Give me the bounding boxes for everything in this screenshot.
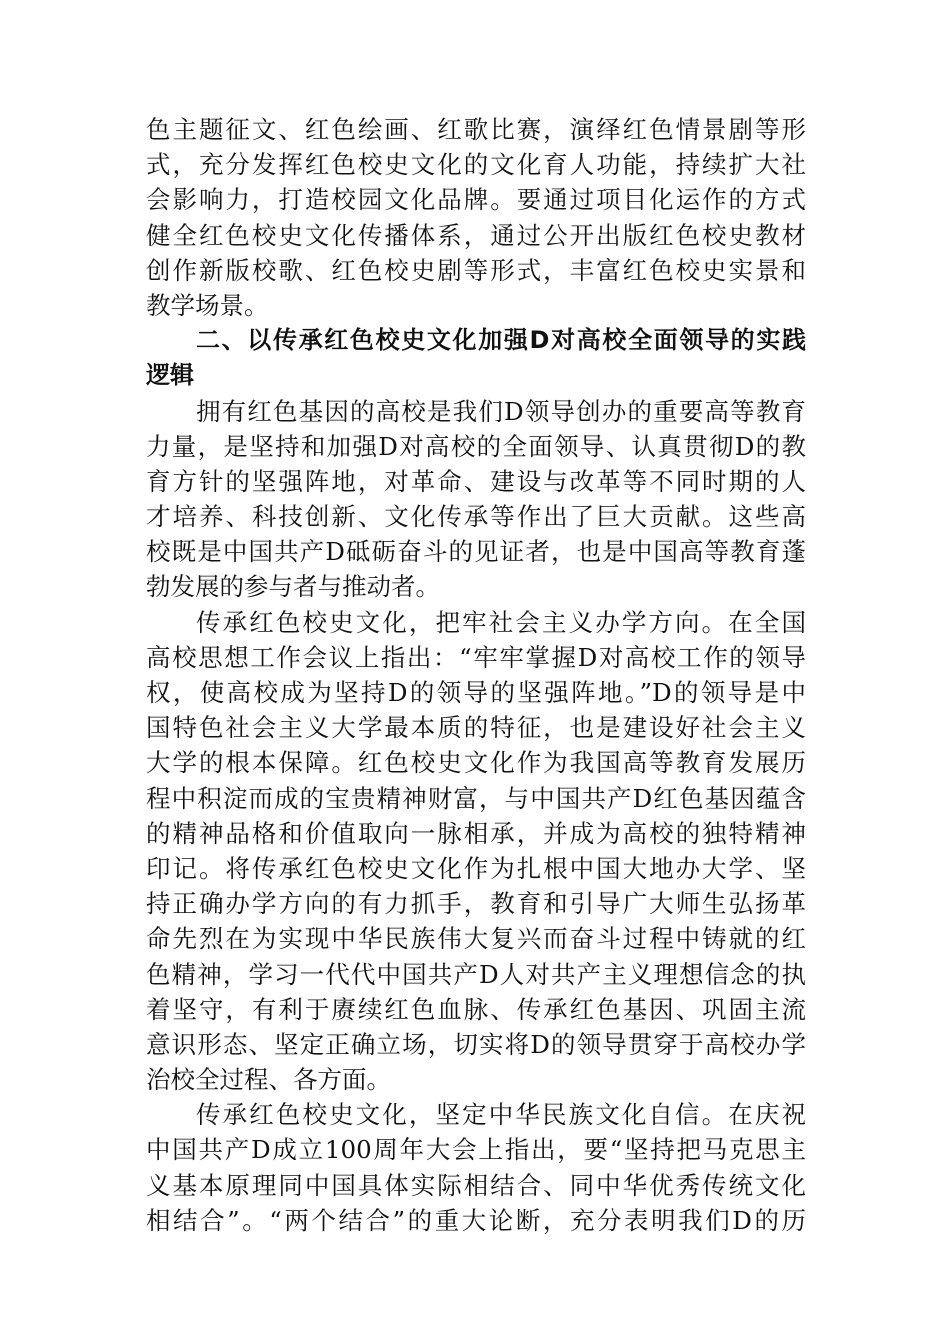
text-line: 色主题征文、红色绘画、红歌比赛，演绎红色情景剧等形 [146, 115, 806, 144]
text-line: 大学的根本保障。红色校史文化作为我国高等教育发展历 [146, 748, 806, 778]
paragraph [146, 112, 806, 323]
text-line: 治校全过程、各方面。 [146, 1065, 391, 1095]
section-heading [146, 323, 806, 393]
text-line: 的精神品格和价值取向一脉相承，并成为高校的独特精神 [146, 818, 806, 848]
paragraph [146, 394, 806, 605]
text-line: 意识形态、坚定正确立场，切实将D的领导贯穿于高校办学 [146, 1029, 806, 1059]
text-line: 校既是中国共产D砥砺奋斗的见证者，也是中国高等教育蓬 [146, 537, 806, 567]
text-line: 印记。将传承红色校史文化作为扎根中国大地办大学、坚 [146, 853, 806, 883]
text-line: 权，使高校成为坚持D的领导的坚强阵地。”D的领导是中 [146, 678, 806, 707]
text-line: 勃发展的参与者与推动者。 [146, 572, 440, 602]
text-line: 会影响力，打造校园文化品牌。要通过项目化运作的方式 [146, 185, 806, 215]
text-line: 中国共产D成立100周年大会上指出，要“坚持把马克思主 [146, 1135, 806, 1165]
heading-line: 二、以传承红色校史文化加强D对高校全面领导的实践 [196, 326, 806, 355]
text-line: 教学场景。 [146, 290, 269, 320]
paragraph [146, 1097, 806, 1238]
text-line: 程中积淀而成的宝贵精神财富，与中国共产D红色基因蕴含 [146, 783, 806, 813]
text-line: 义基本原理同中国具体实际相结合、同中华优秀传统文化 [146, 1170, 806, 1200]
text-line: 色精神，学习一代代中国共产D人对共产主义理想信念的执 [146, 959, 806, 989]
text-line: 才培养、科技创新、文化传承等作出了巨大贡献。这些高 [146, 502, 806, 532]
text-line: 拥有红色基因的高校是我们D领导创办的重要高等教育 [196, 396, 806, 426]
text-line: 高校思想工作会议上指出：“牢牢掌握D对高校工作的领导 [146, 642, 806, 672]
text-line: 着坚守，有利于赓续红色血脉、传承红色基因、巩固主流 [146, 994, 806, 1024]
text-line: 传承红色校史文化，坚定中华民族文化自信。在庆祝 [196, 1100, 806, 1130]
heading-line: 逻辑 [146, 361, 194, 390]
text-line: 育方针的坚强阵地，对革命、建设与改革等不同时期的人 [146, 466, 806, 496]
text-line: 持正确办学方向的有力抓手，教育和引导广大师生弘扬革 [146, 889, 806, 919]
text-line: 命先烈在为实现中华民族伟大复兴而奋斗过程中铸就的红 [146, 924, 806, 954]
text-line: 式，充分发挥红色校史文化的文化育人功能，持续扩大社 [146, 150, 806, 180]
text-line: 力量，是坚持和加强D对高校的全面领导、认真贯彻D的教 [146, 431, 806, 461]
text-line: 创作新版校歌、红色校史剧等形式，丰富红色校史实景和 [146, 255, 806, 285]
text-line: 传承红色校史文化，把牢社会主义办学方向。在全国 [196, 607, 806, 637]
paragraph [146, 605, 806, 1098]
text-line: 国特色社会主义大学最本质的特征，也是建设好社会主义 [146, 713, 806, 743]
text-line: 健全红色校史文化传播体系，通过公开出版红色校史教材 [146, 220, 806, 250]
text-line: 相结合”。“两个结合”的重大论断，充分表明我们D的历 [146, 1205, 806, 1235]
document-body [146, 112, 806, 1238]
